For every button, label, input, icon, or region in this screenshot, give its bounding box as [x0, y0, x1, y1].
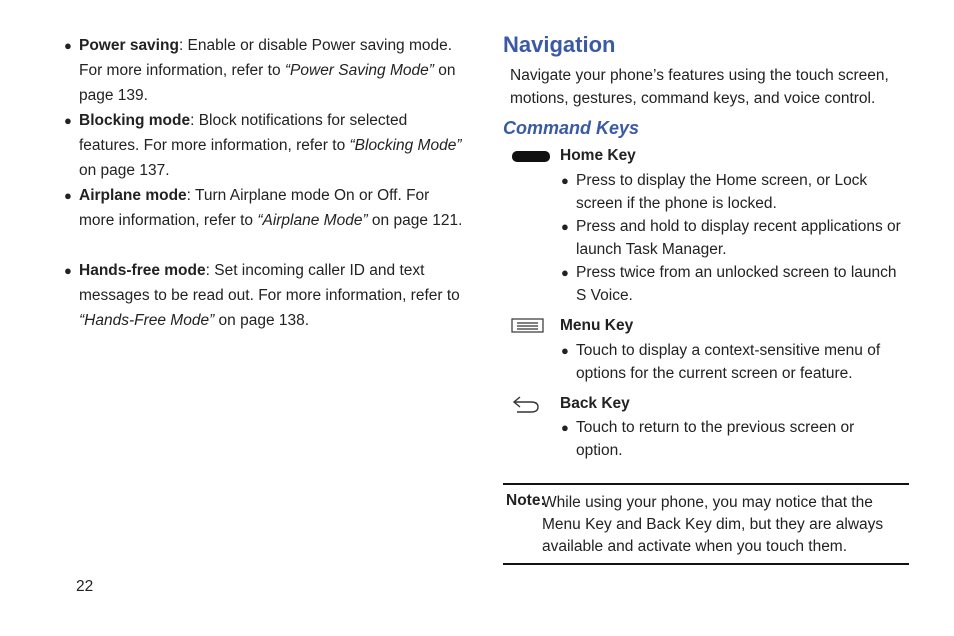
list-item: ● Blocking mode: Block notifications for selected features. For more information, refer to “Blocking Mode” on page 137.: [64, 108, 464, 183]
bullet-icon: ●: [64, 113, 72, 128]
note-text: While using your phone, you may notice that the Menu Key and Back Key dim, but they are always available and activate when you touch them.: [542, 494, 884, 555]
key-title: Home Key: [560, 147, 636, 164]
list-item: ● Touch to display a context-sensitive menu of options for the current screen or feature.: [561, 342, 881, 382]
subsection-title: Command Keys: [503, 118, 640, 138]
section-intro: Navigate your phone’s features using the touch screen, motions, gestures, command keys, and voice control.: [510, 67, 889, 107]
cross-reference: “Hands-Free Mode”: [79, 312, 215, 329]
bullet-icon: ●: [64, 188, 72, 203]
note-box: [503, 483, 909, 565]
list-item: ● Press twice from an unlocked screen to launch S Voice.: [561, 264, 897, 304]
list-item: ● Hands-free mode: Set incoming caller ID and text messages to be read out. For more information, refer to “Hands-Free Mode” on page 138.: [64, 258, 464, 333]
bullet-icon: ●: [64, 263, 72, 278]
key-title: Back Key: [560, 395, 630, 412]
term: Blocking mode: [79, 112, 191, 129]
key-title: Menu Key: [560, 317, 634, 334]
list-item: ● Power saving: Enable or disable Power saving mode. For more information, refer to “Power Saving Mode” on page 139.: [64, 33, 464, 108]
section-title: Navigation: [503, 32, 616, 57]
page-number: 22: [76, 578, 94, 595]
bullet-icon: ●: [561, 219, 569, 234]
bullet-icon: ●: [561, 343, 569, 358]
term: Hands-free mode: [79, 262, 206, 279]
term: Power saving: [79, 37, 179, 54]
list-item: ● Touch to return to the previous screen or option.: [561, 419, 855, 459]
menu-key-icon: [511, 318, 545, 334]
note-label: Note:: [506, 492, 546, 509]
list-item: ● Press and hold to display recent applications or launch Task Manager.: [561, 218, 901, 258]
bullet-icon: ●: [561, 173, 569, 188]
cross-reference: “Blocking Mode”: [349, 137, 462, 154]
cross-reference: “Airplane Mode”: [257, 212, 368, 229]
term: Airplane mode: [79, 187, 187, 204]
bullet-icon: ●: [561, 420, 569, 435]
home-key-icon: [511, 150, 551, 163]
list-item: ● Press to display the Home screen, or Lock screen if the phone is locked.: [561, 172, 868, 212]
cross-reference: “Power Saving Mode”: [284, 62, 434, 79]
bullet-icon: ●: [561, 265, 569, 280]
list-item: ● Airplane mode: Turn Airplane mode On or Off. For more information, refer to “Airplane Mode” on page 121.: [64, 183, 464, 233]
back-key-icon: [511, 394, 541, 414]
bullet-icon: ●: [64, 38, 72, 53]
